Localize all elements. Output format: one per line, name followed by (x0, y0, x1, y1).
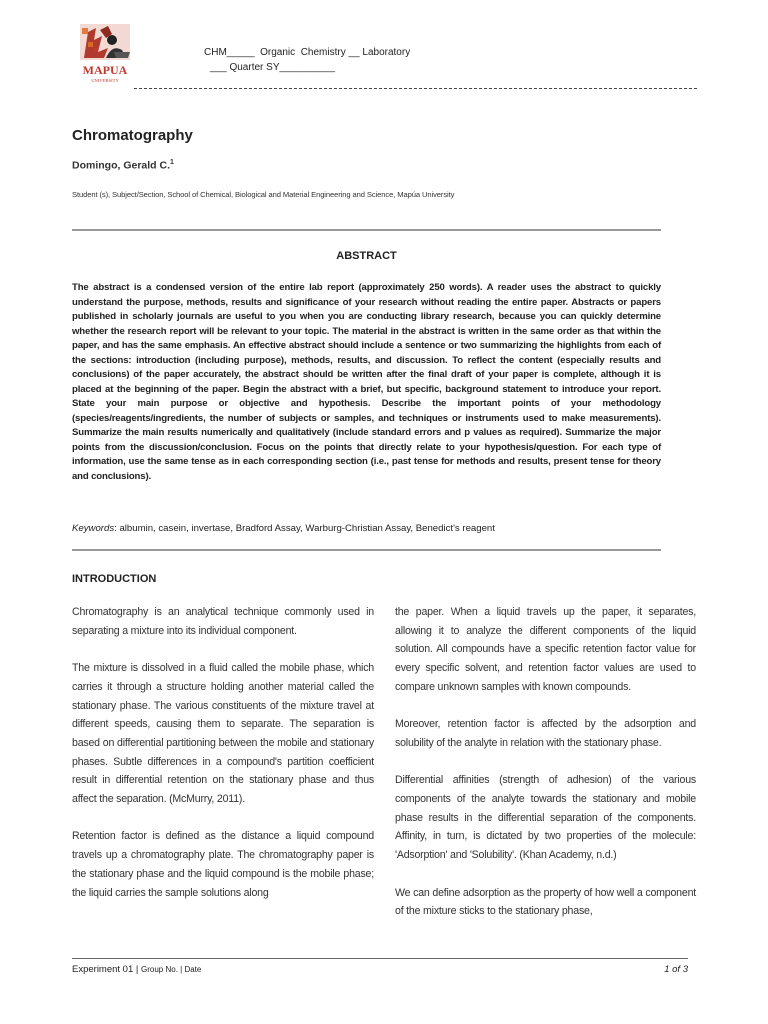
paragraph: The mixture is dissolved in a fluid called the mobile phase, which carries it through a structure holding another material called the stationary phase. The various constituents of the mixture travel at different speeds, causing them to separate. The separation is based on differential partitioning between the mobile and stationary phases. Subtle differences in a compound's partition coefficient result in differential retention on the stationary phase and thus affect the separation. (McMurry, 2011). (72, 662, 374, 806)
introduction-heading: INTRODUCTION (72, 573, 157, 585)
keywords-list: : albumin, casein, invertase, Bradford Assay, Warburg-Christian Assay, Benedict's reagent (114, 523, 495, 534)
footer-group-date: Group No. | Date (141, 965, 202, 974)
logo-subtext: UNIVERSITY (91, 78, 119, 83)
footer-rule (72, 958, 688, 959)
paragraph: the paper. When a liquid travels up the paper, it separates, allowing it to analyze the different components of the liquid solution. All compounds have a specific retention factor value for every specific solvent, and retention factor values are used to compare unknown samples with known compounds. (395, 606, 696, 693)
keywords-line (72, 523, 495, 534)
quarter-line: ___ Quarter SY__________ (210, 62, 336, 73)
intro-left-column (72, 603, 374, 921)
page-number: 1 of 3 (664, 964, 688, 975)
university-logo (74, 22, 136, 88)
paper-title: Chromatography (72, 127, 193, 144)
abstract-top-rule (72, 229, 661, 231)
paragraph: We can define adsorption as the property of how well a component of the mixture sticks to the stationary phase, (395, 886, 696, 918)
abstract-bottom-rule (72, 549, 661, 551)
course-line: CHM_____ Organic Chemistry __ Laboratory (204, 47, 411, 58)
author-line (72, 159, 174, 172)
paragraph: Differential affinities (strength of adhesion) of the various components of the analyte towards the stationary and mobile phase results in the differential separation of the components. Affinity, in turn, is dictated by two properties of the molecule: 'Adsorption' and 'Solubility'. (Khan Academy, n.d.) (395, 774, 696, 862)
paragraph: Chromatography is an analytical technique commonly used in separating a mixture into its individual component. (72, 606, 374, 637)
header-divider (134, 88, 697, 89)
abstract-body: The abstract is a condensed version of the entire lab report (approximately 250 words). A reader uses the abstract to quickly understand the purpose, methods, results and significance of your research without reading the entire paper. Abstracts or papers published in scholarly journals are useful to you when you are conducting library research, because you can quickly determine whether the research report will be relevant to your topic. The material in the abstract is written in the same order as that within the paper, and has the same emphasis. An effective abstract should include a sentence or two summarizing the highlights from each of the sections: introduction (including purpose), methods, results, and discussion. To reflect the content (especially results and conclusions) of the paper accurately, the abstract should be written after the final draft of your paper is complete, although it is placed at the beginning of the paper. Begin the abstract with a brief, but specific, background statement to introduce your report. State your main purpose or objective and hypothesis. Describe the important points of your methodology (species/reagents/ingredients, the number of subjects or samples, and techniques or instruments used to make measurements). Summarize the main results numerically and qualitatively (include standard errors and p values as required). Summarize the major points from the discussion/conclusion. Focus on the points that directly relate to your hypothesis/question. For each type of information, use the same tense as in each corresponding section (i.e., past tense for methods and results, present tense for theory and conclusions). (72, 282, 661, 482)
abstract-heading: ABSTRACT (336, 250, 397, 262)
author-name: Domingo, Gerald C. (72, 159, 171, 172)
mapua-seal-icon (74, 22, 136, 88)
keywords-label: Keywords (72, 523, 115, 534)
footer-experiment: Experiment 01 | (72, 964, 142, 975)
affiliation: Student (s), Subject/Section, School of Chemical, Biological and Material Engineering and Science, Mapúa University (72, 190, 455, 199)
footer-left (72, 964, 201, 975)
paragraph: Retention factor is defined as the distance a liquid compound travels up a chromatography plate. The chromatography paper is the stationary phase and the liquid compound is the mobile phase; the liquid carries the sample solutions along (72, 830, 374, 899)
intro-right-column (395, 603, 696, 940)
logo-text: MAPUA (82, 63, 128, 77)
paragraph: Moreover, retention factor is affected by the adsorption and solubility of the analyte in relation with the stationary phase. (395, 718, 696, 749)
author-superscript: 1 (170, 159, 174, 166)
